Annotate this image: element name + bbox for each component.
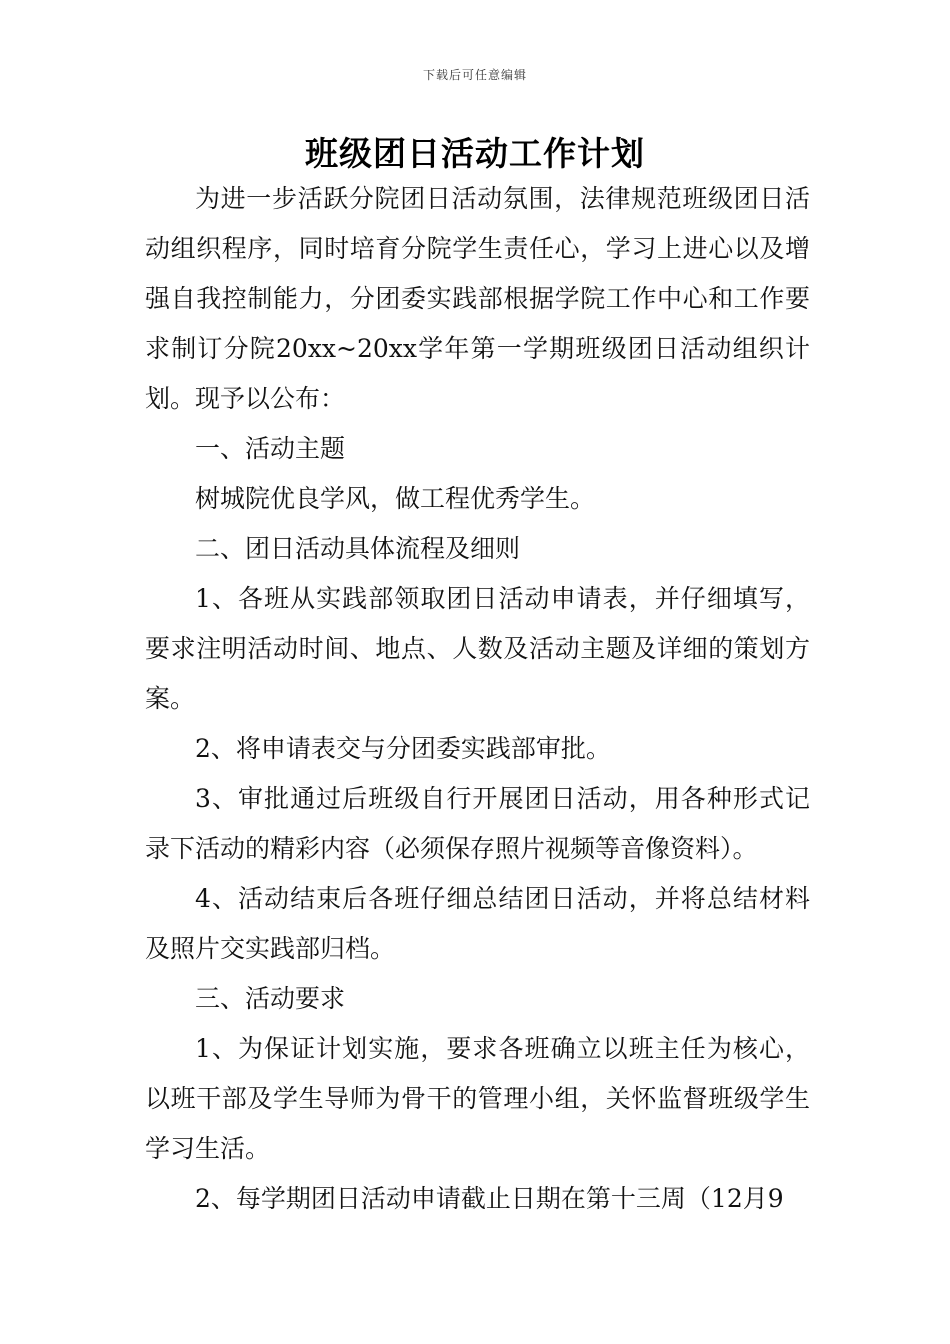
header-note: 下载后可任意编辑 bbox=[422, 68, 527, 82]
section-heading-theme: 一、活动主题 bbox=[195, 434, 346, 463]
requirement-item-1: 1、为保证计划实施，要求各班确立以班主任为核心，以班干部及学生导师为骨干的管理小组，关怀监督班级学生学习生活。 bbox=[145, 1034, 810, 1163]
requirement-item-2: 2、每学期团日活动申请截止日期在第十三周（12月9 bbox=[195, 1184, 784, 1213]
document-title: 班级团日活动工作计划 bbox=[305, 134, 645, 173]
process-item-2: 2、将申请表交与分团委实践部审批。 bbox=[195, 734, 611, 763]
process-item-4: 4、活动结束后各班仔细总结团日活动，并将总结材料及照片交实践部归档。 bbox=[145, 884, 810, 963]
process-item-3: 3、审批通过后班级自行开展团日活动，用各种形式记录下活动的精彩内容（必须保存照片视频等音像资料）。 bbox=[145, 784, 810, 863]
document-body bbox=[145, 174, 810, 1224]
process-item-1: 1、各班从实践部领取团日活动申请表，并仔细填写，要求注明活动时间、地点、人数及活动主题及详细的策划方案。 bbox=[145, 584, 810, 713]
theme-paragraph: 树城院优良学风，做工程优秀学生。 bbox=[195, 484, 596, 513]
intro-paragraph: 为进一步活跃分院团日活动氛围，法律规范班级团日活动组织程序，同时培育分院学生责任心，学习上进心以及增强自我控制能力，分团委实践部根据学院工作中心和工作要求制订分院20xx~20xx学年第一学期班级团日活动组织计划。现予以公布： bbox=[145, 184, 810, 413]
section-heading-process: 二、团日活动具体流程及细则 bbox=[195, 534, 521, 563]
section-heading-requirements: 三、活动要求 bbox=[195, 984, 346, 1013]
